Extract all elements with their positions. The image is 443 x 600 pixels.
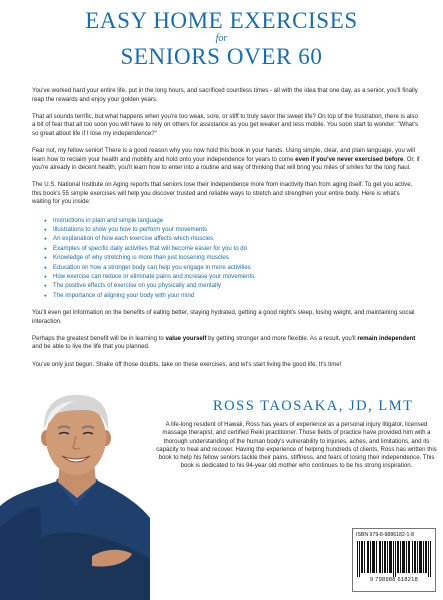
barcode-bars [356,541,434,577]
title-line-1: EASY HOME EXERCISES [85,8,358,33]
title-line-2: for [215,33,228,44]
paragraph-4: The U.S. National Institute on Aging reports that seniors lose their independence more from inactivity than from aging itself. To get you active, this book's 55 simple exercises will help you discover trusted and reliable ways to stretch and strengthen your entire body. Here is what's waiting for you inside: [32,181,413,206]
isbn-label: ISBN 979-8-9886182-1-8 [356,532,414,538]
book-title [0,8,443,69]
list-item: ● The importance of aligning your body with your mind [44,291,420,300]
description-body [32,87,420,378]
paragraph-1: You've worked hard your entire life, put in the long hours, and sacrificed countless times - all with the idea that one day, as a senior, you'll finally reap the rewards and enjoy your golden years. [32,87,418,103]
author-bio: A life-long resident of Hawaii, Ross has years of experience as a personal injury litigator, licensed massage therapist, and certified Reiki practitioner. Those fields of practice have provided him with a thorough understanding of the human body's vulnerability to injuries, aches, and limitations, and its capacity to heal and recover. Having the experience of helping hundreds of clients, Ross has written this book to help his fellow seniors tackle their pains, stiffness, and fears of losing their independence. This book is dedicated to his 94-year old mother who continues to be his strong inspiration. [156,421,437,470]
paragraph-2: That all sounds terrific, but what happens when you're too weak, sore, or stiff to truly savor the sweet life? On top of the frustration, there is also a bit of fear that all too soon you will have to rely on others for assistance as you get weaker and less mobile. You soon start to wonder: "What's so great about life if I lose my independence?" [32,112,419,137]
emphasis-text: even if you've never exercised before [295,155,404,163]
list-item: ● Illustrations to show you how to perform your movements [44,225,420,234]
paragraph-5: You'll even get information on the benefits of eating better, staying hydrated, getting a good night's sleep, losing weight, and maintaining social interaction. [32,309,415,325]
benefits-list [44,216,420,301]
paragraph-7: You've only just begun. Shake off those doubts, take on these exercises, and let's start living the good life. It's time! [32,360,342,368]
author-portrait-image [0,388,150,600]
list-item: ● Education on how a stronger body can help you engage in more activities [44,263,420,272]
list-item: ● Knowledge of why stretching is more than just loosening muscles [44,253,420,262]
list-item: ● How exercise can reduce or eliminate pains and increase your movements [44,272,420,281]
list-item: ● The positive effects of exercise on you physically and mentally [44,281,420,290]
list-item: ● Instructions in plain and simple language [44,216,420,225]
paragraph-6: Perhaps the greatest benefit will be in learning to value yourself by getting stronger and more flexible. As a result, you'll remain independent and be able to live the life that you planned. [32,334,416,351]
isbn-digits: 9 798988 618218 [369,577,419,583]
list-item: ● An explanation of how each exercise affects which muscles [44,234,420,243]
list-item: ● Examples of specific daily activities that will become easier for you to do [44,244,420,253]
paragraph-3: Fear not, my fellow senior! There is a good reason why you now hold this book in your hands. Using simple, clear, and plain language, you will learn how to reclaim your health and mobility and hold onto your independence for years to come even if you've never exercised before. Or, if you're already in decent health, you'll learn how to enter into a routine and way of thinking that will bring you miles of smiles for the long haul. [32,146,420,172]
title-line-3: SENIORS OVER 60 [120,44,323,69]
isbn-barcode-image [352,528,436,592]
author-name: ROSS TAOSAKA, JD, LMT [213,398,414,414]
